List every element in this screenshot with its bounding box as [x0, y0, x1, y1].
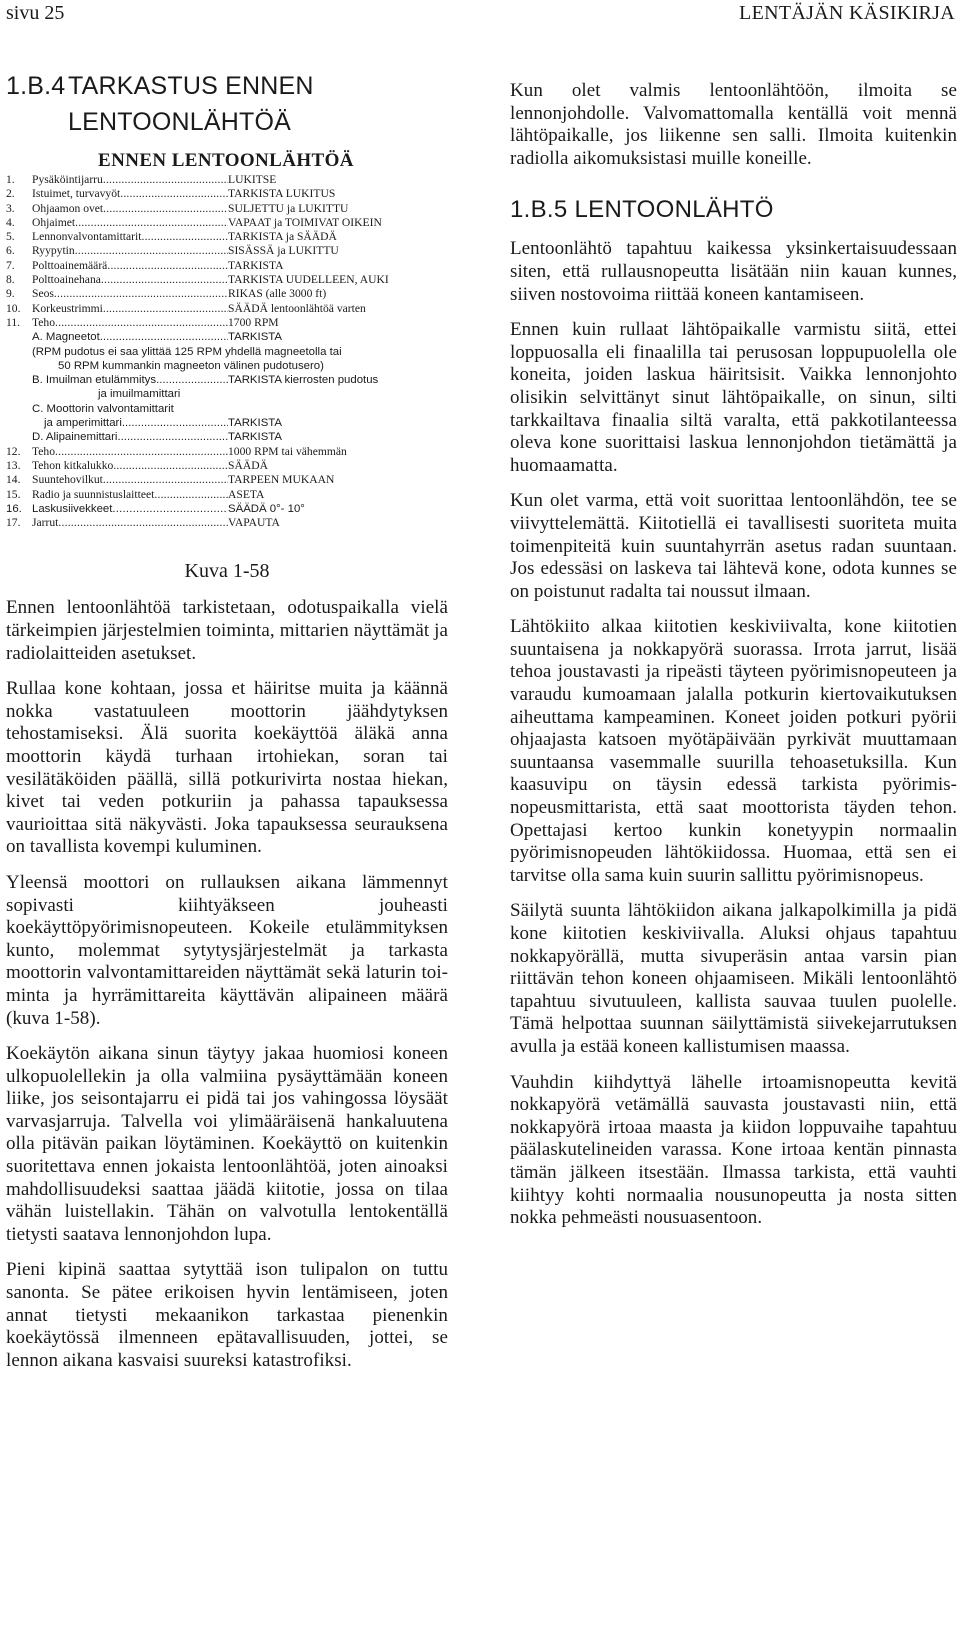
- checklist-item-number: 5.: [6, 230, 15, 244]
- body-paragraph: Vauhdin kiihdyttyä lähelle irtoamisnopeutta kevitä nokkapyörä vetämällä sauvasta joustavasti niin, että nokkapyörä irtoaa maasta ja kiidon loppuvaihe tapahtuu päälaskutelineiden varassa. Kone irtoaa kentän pinnasta tämän jälkeen itsestään. Ilmassa tarkista, että vauhti kiihtyy kohti normaalia nousunopeutta ja nosta sitten nokka pehmeästi nousuasentoon.: [510, 1071, 957, 1229]
- book-title: LENTÄJÄN KÄSIKIRJA: [739, 2, 955, 24]
- checklist-item-label: Teho: [32, 444, 56, 458]
- checklist-item-value: TARKISTA LUKITUS: [228, 187, 336, 201]
- checklist-item-label: Korkeustrimmi: [32, 301, 103, 315]
- body-paragraph: Rullaa kone kohtaan, jossa et häiritse muita ja käännä nokka vastatuuleen moottorin jäähdytyksen tehostamiseksi. Älä suorita koekäyttöä äläkä anna moottorin käydä turhaan irtohiekan, soran tai vesilätäköiden päällä, sillä potkurivirta nostaa hiekan, kivet tai veden potkuriin ja pahassa tapauksessa vaurioittaa sitä näkyvästi. Joka tapauksessa seurauksena on tavallista kovempi kuluminen.: [6, 678, 448, 858]
- checklist-item: [6, 516, 448, 530]
- checklist-item-label: Laskusiivekkeet: [32, 502, 113, 515]
- checklist-item-number: 1.: [6, 173, 15, 186]
- checklist-item: [6, 302, 448, 316]
- checklist-item-value: TARPEEN MUKAAN: [228, 473, 335, 487]
- left-body-text: [6, 597, 448, 1372]
- checklist-item-value: TARKISTA: [228, 258, 284, 272]
- checklist-item-label: Ohjaamon ovet: [32, 201, 104, 215]
- sub-d-label: D. Alipainemittari: [32, 431, 118, 444]
- checklist-item-value: TARKISTA ja SÄÄDÄ: [228, 230, 337, 244]
- right-intro-paragraph: Kun olet valmis lentoonlähtöön, ilmoita se lennonjohdolle. Valvomattomalla kentällä voit mennä lähtöpaikalle, jos liikenne sen salli. Ilmoita kuitenkin radiolla aikomuksistasi muille koneille.: [510, 80, 957, 169]
- checklist-item: [6, 273, 448, 287]
- checklist-item-value: VAPAAT ja TOIMIVAT OIKEIN: [228, 215, 382, 229]
- checklist-item-label: Lennonvalvontamittarit: [32, 230, 142, 244]
- sub-c-label2: ja amperimittari: [44, 417, 122, 430]
- checklist-item-label: Ryypytin: [32, 244, 75, 258]
- checklist-item-value: SULJETTU ja LUKITTU: [228, 201, 349, 215]
- checklist-item-value: VAPAUTA: [228, 516, 280, 530]
- checklist-item-value: SÄÄDÄ 0°- 10°: [228, 502, 305, 515]
- body-paragraph: Koekäytön aikana sinun täytyy jakaa huomiosi koneen ulkopuolellekin ja olla valmiina pysäyttämään koneen liike, jos seisontajarru ei pidä tai jos vahingossa löysäät varvasjarruja. Talvella voi ylimääräisenä hankaluutena olla pitävän paikan löytäminen. Koekäyttö on kuitenkin suoritettava ennen jokaista lentoonlähtöä, joten ainoaksi mahdollisuudeksi saattaa jäädä kiitotie, jossa on tilaa vähän luistellakin. Tähän on valvotulla lentokentällä tietysti saatava lennonjohdon lupa.: [6, 1043, 448, 1245]
- checklist-item-label: Polttoainemäärä: [32, 258, 108, 272]
- checklist-item-value: ASETA: [228, 487, 265, 501]
- checklist-item-number: 11.: [6, 315, 21, 329]
- body-paragraph: Pieni kipinä saattaa sytyttää ison tulipalon on tuttu sanonta. Se pätee erikoisen hyvin lentämiseen, joten annat tietysti mekaanikon tarkastaa pienenkin koekäytössä ilmenneen epätavallisuuden, jottei, se lennon aikana kasvaisi suureksi katastrofiksi.: [6, 1259, 448, 1371]
- checklist-item-number: 13.: [6, 458, 21, 472]
- checklist-item-value: 1700 RPM: [228, 315, 279, 329]
- checklist-sub-a: [6, 330, 448, 344]
- checklist-item-value: SÄÄDÄ lentoonlähtöä varten: [228, 301, 366, 315]
- checklist-item-number: 9.: [6, 287, 15, 301]
- checklist-item-number: 8.: [6, 273, 15, 287]
- checklist-item-number: 16.: [6, 502, 22, 515]
- checklist-item: [6, 473, 448, 487]
- section-title-line1: TARKASTUS ENNEN: [68, 72, 314, 100]
- checklist: [6, 150, 448, 530]
- sub-b-value: TARKISTA kierrosten pudotus: [228, 374, 379, 387]
- checklist-item-value: RIKAS (alle 3000 ft): [228, 287, 327, 301]
- checklist-item-label: Pysäköintijarru: [32, 173, 103, 186]
- left-column: [6, 68, 448, 1385]
- checklist-title: ENNEN LENTOONLÄHTÖÄ: [98, 150, 354, 171]
- section-heading-1b5: [510, 196, 957, 224]
- checklist-item: [6, 488, 448, 502]
- checklist-item-label: Istuimet, turvavyöt: [32, 187, 121, 201]
- checklist-item-label: Tehon kitkalukko: [32, 458, 114, 472]
- checklist-sub-d: [6, 430, 448, 444]
- sub-a-note2: 50 RPM kummankin magneeton välinen pudotusero): [58, 359, 324, 372]
- checklist-item: [6, 244, 448, 258]
- checklist-item-value: 1000 RPM tai vähemmän: [228, 444, 347, 458]
- section-title-line2: LENTOONLÄHTÖÄ: [68, 108, 292, 136]
- right-body-text: [510, 238, 957, 1229]
- page-number: sivu 25: [6, 2, 65, 24]
- checklist-item-value: TARKISTA UUDELLEEN, AUKI: [228, 273, 389, 287]
- checklist-item-number: 14.: [6, 473, 21, 487]
- sub-a-value: TARKISTA: [228, 331, 283, 344]
- body-paragraph: Lähtökiito alkaa kiitotien keskiviivalta, kone kiitotien suuntaisena ja nokkapyörä suorassa. Irrota jarrut, lisää tehoa joustavasti ja ripeästi täyteen pyörimisnopeuteen ja varaudu kumoamaan jalalla potkurin kiertovaikutuksen aiheuttama kampeaminen. Koneet joiden potkuri pyörii ohjaajasta katsoen myötäpäivään pyrkivät muuttamaan suuntaansa vasemmalle suurilla tehoasetuksilla. Kun kaasuvipu on täysin edessä tarkista pyörimisnopeusmittarista, että saat moottorista täyden tehon. Opettajasi kertoo kunkin konetyypin normaalin pyörimisnopeuden lähtökiidossa. Huomaa, että sen ei tarvitse olla sama kuin suurin sallittu pyörimisnopeus.: [510, 616, 957, 886]
- checklist-sub-c: [6, 416, 448, 430]
- body-paragraph: Ennen lentoonlähtöä tarkistetaan, odotuspaikalla vielä tärkeimpien järjestelmien toiminta, mittarien näyttämät ja radiolaitteiden asetukset.: [6, 597, 448, 664]
- sub-d-value: TARKISTA: [228, 431, 283, 444]
- checklist-item-number: 4.: [6, 215, 15, 229]
- checklist-item: [6, 202, 448, 216]
- checklist-item-label: Ohjaimet: [32, 215, 76, 229]
- checklist-item-number: 15.: [6, 487, 21, 501]
- checklist-item-number: 7.: [6, 258, 15, 272]
- page-header: [0, 0, 960, 40]
- body-paragraph: Lentoonlähtö tapahtuu kaikessa yksinkertaisuudessaan siten, että rullausnopeutta lisätään niin kauan kunnes, siiven nostovoima riittää koneen kantamiseen.: [510, 238, 957, 305]
- checklist-item: [6, 287, 448, 301]
- body-paragraph: Säilytä suunta lähtökiidon aikana jalkapolkimilla ja pidä kone kiitotien keskiviivalla. Aluksi ohjaus tapahtuu nokkapyörällä, mutta sivuperäsin antaa varsin pian riittävän tehon koneen ohjaamiseen. Mikäli lentoonlähtö tapahtuu sivutuuleen, kallista sauvaa tuulen puolelle. Tämä helpottaa suunnan säilyttämistä siivekejarrutuksen avulla ja estää koneen kallistumisen maassa.: [510, 900, 957, 1057]
- checklist-item-number: 6.: [6, 244, 15, 258]
- checklist-item-number: 3.: [6, 201, 15, 215]
- section-number: 1.B.4: [6, 72, 66, 100]
- checklist-item: [6, 445, 448, 459]
- sub-c-value: TARKISTA: [228, 417, 283, 430]
- body-paragraph: Ennen kuin rullaat lähtöpaikalle varmistu siitä, ettei loppuosalla eli finaalilla tai perusosan loppupuolella ole koneita, joiden laskua häiritsisit. Vaikka lennonjohto olisikin selvittänyt sinut lähtöpaikalle, on sinun, silti tarkkailtava finaalia siltä varalta, että pakkotilanteessa oleva kone suorittaisi laskua lennonjohdon tietämättä ja huomaamatta.: [510, 319, 957, 476]
- checklist-item: [6, 316, 448, 330]
- body-paragraph: Yleensä moottori on rullauksen aikana lämmennyt sopivasti kiihtyäkseen jouheasti koekäyttöpyörimisnopeuteen. Kokeile etulämmityksen kunto, molemmat sytytysjärjestelmät ja tarkasta moottorin valvontamittareiden näyttämät sekä laturin toiminta ja hyrrämittareita käyttävän alipaineen määrä (kuva 1-58).: [6, 871, 448, 1029]
- figure-caption: Kuva 1-58: [184, 560, 270, 583]
- checklist-item-label: Suuntehovilkut: [32, 473, 103, 487]
- sub-b-value2: ja imuilmamittari: [98, 388, 181, 401]
- checklist-item-number: 10.: [6, 301, 21, 315]
- checklist-item-number: 2.: [6, 187, 15, 201]
- checklist-item: [6, 187, 448, 201]
- checklist-item: [6, 216, 448, 230]
- section2-number: 1.B.5: [510, 196, 568, 224]
- checklist-item-value: SISÄSSÄ ja LUKITTU: [228, 244, 339, 258]
- checklist-item-number: 17.: [6, 516, 21, 530]
- checklist-item-number: 12.: [6, 444, 21, 458]
- checklist-item: [6, 502, 448, 516]
- sub-a-label: A. Magneetot: [32, 331, 100, 344]
- checklist-item-value: SÄÄDÄ: [228, 458, 268, 472]
- right-column: [510, 80, 957, 1243]
- checklist-item-label: Radio ja suunnistuslaitteet: [32, 487, 155, 501]
- checklist-items: [6, 173, 448, 330]
- body-paragraph: Kun olet varma, että voit suorittaa lentoonlähdön, tee se viivyttelemättä. Kiitotiellä ei tavallisesti suoriteta muita toimenpiteitä kuin suuntahyrrän asetus radan suuntaan. Jos edessäsi on laskeva tai lähtevä kone, odota kunnes se on poistunut radalta tai noussut ilmaan.: [510, 490, 957, 602]
- checklist-item-label: Jarrut: [32, 516, 59, 530]
- checklist-item: [6, 459, 448, 473]
- checklist-sub-b: [6, 373, 448, 387]
- section2-title: LENTOONLÄHTÖ: [574, 196, 774, 224]
- sub-c-label1: C. Moottorin valvontamittarit: [32, 402, 174, 415]
- sub-a-note1: (RPM pudotus ei saa ylittää 125 RPM yhdellä magneetolla tai: [32, 345, 342, 358]
- checklist-item-label: Seos: [32, 287, 54, 301]
- checklist-item: [6, 173, 448, 187]
- checklist-item-label: Teho: [32, 315, 56, 329]
- sub-b-label: B. Imuilman etulämmitys: [32, 374, 157, 387]
- checklist-item: [6, 259, 448, 273]
- checklist-item-label: Polttoainehana: [32, 273, 101, 287]
- checklist-item-value: LUKITSE: [228, 173, 277, 186]
- section-heading-1b4: [6, 68, 448, 140]
- checklist-item: [6, 230, 448, 244]
- checklist-items-2: [6, 445, 448, 531]
